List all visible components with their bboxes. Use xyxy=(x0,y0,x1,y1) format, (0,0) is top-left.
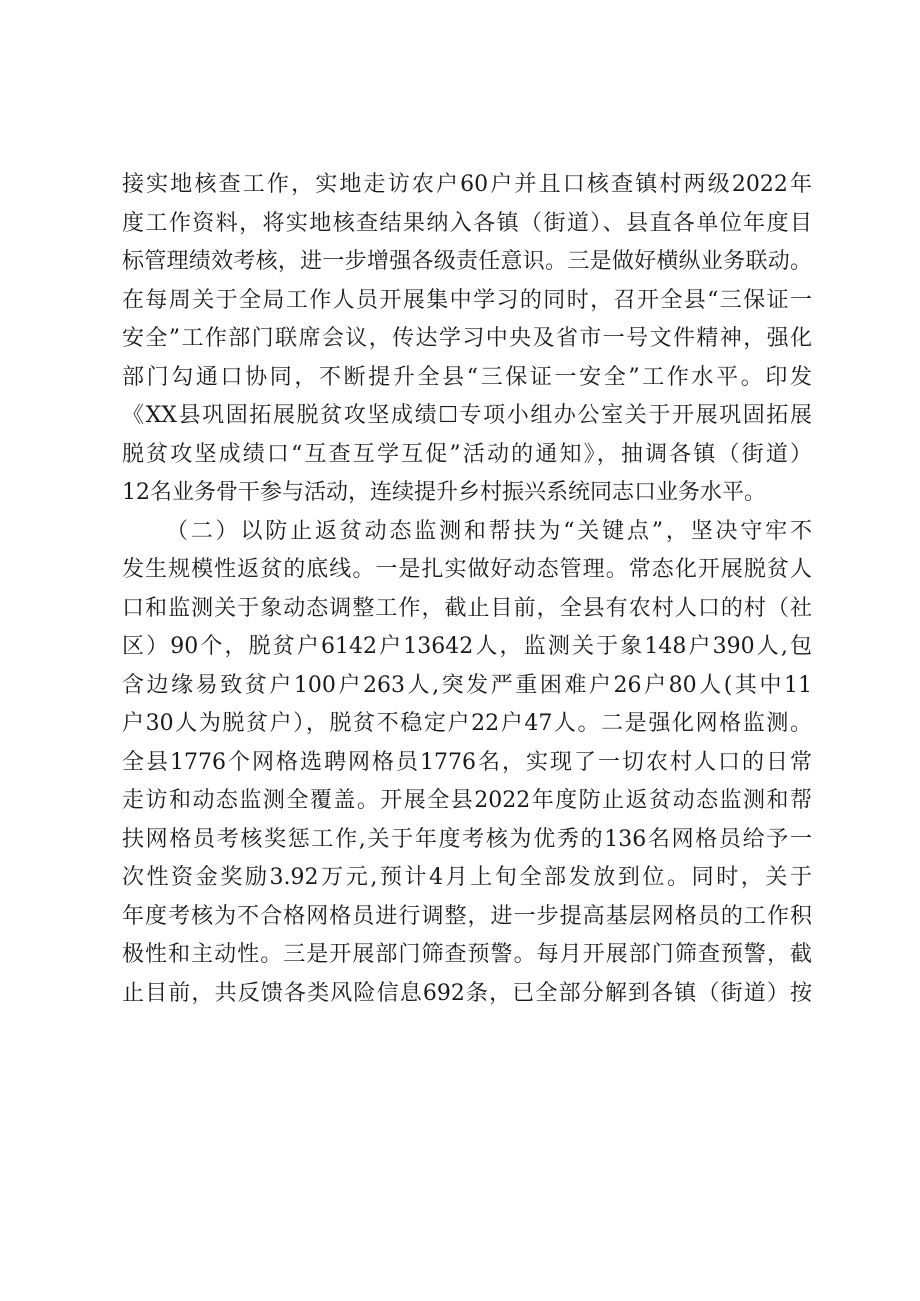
text-line: 接实地核查工作，实地走访农户60户并且口核查镇村两级2022年 xyxy=(122,172,812,197)
text-line: 年度考核为不合格网格员进行调整，进一步提高基层网格员的工作积 xyxy=(122,903,812,929)
text-line: 极性和主动性。三是开展部门筛查预警。每月开展部门筛查预警，截 xyxy=(122,942,812,967)
text-line: 户30人为脱贫户），脱贫不稳定户22户47人。二是强化网格监测。 xyxy=(122,711,812,736)
text-line: 12名业务骨干参与活动，连续提升乡村振兴系统同志口业务水平。 xyxy=(122,480,766,505)
text-line: 度工作资料，将实地核查结果纳入各镇（街道）、县直各单位年度目 xyxy=(122,210,812,236)
paragraph-1 xyxy=(122,166,812,513)
text-line: 在每周关于全局工作人员开展集中学习的同时，召开全县“三保证一 xyxy=(122,287,812,313)
text-line: 扶网格员考核奖惩工作,关于年度考核为优秀的136名网格员给予一 xyxy=(122,826,812,852)
text-line: 脱贫攻坚成绩口“互查互学互促”活动的通知》，抽调各镇（街道） xyxy=(122,441,812,467)
text-line: 发生规模性返贫的底线。一是扎实做好动态管理。常态化开展脱贫人 xyxy=(122,557,812,582)
text-line: 口和监测关于象动态调整工作，截止目前，全县有农村人口的村（社 xyxy=(122,595,812,621)
text-line: 安全”工作部门联席会议，传达学习中央及省市一号文件精神，强化 xyxy=(122,326,812,351)
text-line: 区）90个，脱贫户6142户13642人，监测关于象148户390人,包 xyxy=(122,634,812,659)
text-line: 部门勾通口协同，不断提升全县“三保证一安全”工作水平。印发 xyxy=(122,364,812,390)
text-line: 标管理绩效考核，进一步增强各级责任意识。三是做好横纵业务联动。 xyxy=(122,249,812,274)
text-line: 止目前，共反馈各类风险信息692条，已全部分解到各镇（街道）按 xyxy=(122,980,812,1006)
text-line: 次性资金奖励3.92万元,预计4月上旬全部发放到位。同时，关于 xyxy=(122,865,812,890)
text-line: 全县1776个网格选聘网格员1776名，实现了一切农村人口的日常 xyxy=(122,749,812,775)
text-line: 含边缘易致贫户100户263人,突发严重困难户26户80人(其中11 xyxy=(122,672,812,698)
paragraph-2 xyxy=(122,513,812,1014)
text-line: 走访和动态监测全覆盖。开展全县2022年度防止返贫动态监测和帮 xyxy=(122,788,812,813)
text-line: （二）以防止返贫动态监测和帮扶为“关键点”，坚决守牢不 xyxy=(166,518,812,544)
document-body xyxy=(122,166,812,1013)
text-line: 《XX县巩固拓展脱贫攻坚成绩☐专项小组办公室关于开展巩固拓展 xyxy=(122,403,812,428)
